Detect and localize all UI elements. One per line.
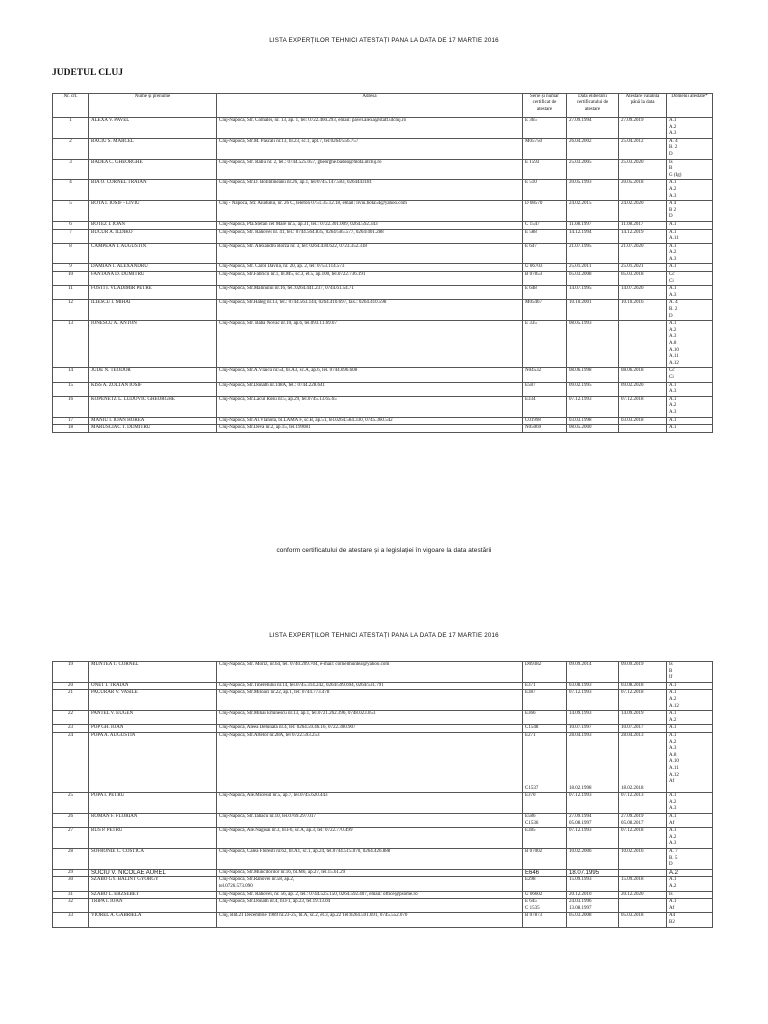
row-address: Cluj-Napoca, Str. Ratiu nr. 2, tel.: 0744.525.057, gheorghe.badea@mota.utcluj.ro — [217, 159, 523, 180]
row-series: C01998 — [523, 417, 567, 425]
table-row — [53, 913, 713, 927]
row-nr: 30 — [53, 877, 89, 891]
row-name: SZABO L. ERZSEBET — [89, 891, 217, 899]
row-valid: 05.03.2018 — [619, 272, 667, 286]
row-address: Cluj-Napoca, Str.Hateg nr.13, tel.: 0744.563.144, 0264.410.697, fax.: 0264.410.598 — [217, 300, 523, 321]
table-row — [53, 425, 713, 433]
row-emitted: 18.07.1995 — [567, 869, 619, 877]
row-nr: 26 — [53, 814, 89, 828]
county-heading: JUDETUL CLUJ — [52, 68, 123, 78]
row-emitted: 27.09.1994 05.08.1997 — [567, 814, 619, 828]
row-nr: 24 — [53, 732, 89, 792]
row-address: Cluj-Napoca, Str. Baba Novac nr.10, ap.6, tel.093.11.69.67 — [217, 321, 523, 368]
row-series: E586 C1536 — [523, 814, 567, 828]
row-domain: A.1 — [667, 264, 713, 272]
row-address: Cluj-Napoca, Calea Floresti nr.62, bl.A1, sc.1, ap.24, tel.0744.515.070, 0264.426.888 — [217, 849, 523, 870]
row-nr: 15 — [53, 382, 89, 396]
row-nr: 4 — [53, 180, 89, 201]
row-series: B 07873 — [523, 913, 567, 927]
row-name: TRIPA I. IOAN — [89, 899, 217, 913]
row-domain: A.1 — [667, 682, 713, 690]
row-series: E 648 — [523, 286, 567, 300]
row-valid: 07.12.2018 — [619, 690, 667, 711]
row-address: Cluj-Napoca, Ale.Nagisai nr.3, bl.F6, sc.A, ap.3, tel: 0722.770.499 — [217, 828, 523, 849]
row-emitted: 15.09.1993 — [567, 877, 619, 891]
row-nr: 17 — [53, 417, 89, 425]
row-emitted: 28.04.1993 18.02.1998 — [567, 732, 619, 792]
row-valid: 25.04.2012 — [619, 138, 667, 159]
row-name: BACIU S. MARCEL — [89, 138, 217, 159]
header-valid: Atestare valabilă până la data — [619, 94, 667, 118]
row-name: ILIESCU I. MIHAI — [89, 300, 217, 321]
row-nr: 19 — [53, 662, 89, 683]
page-title: LISTA EXPERȚILOR TEHNICI ATESTAȚI PANA LA DATA DE 17 MARTIE 2016 — [269, 37, 499, 44]
row-series: N05069 — [523, 425, 567, 433]
table-row — [53, 396, 713, 417]
table-row — [53, 321, 713, 368]
row-valid: 20.12.2020 — [619, 891, 667, 899]
row-nr: 22 — [53, 711, 89, 725]
row-name: KISS A. ZOLTAN IOSIF — [89, 382, 217, 396]
row-address: Cluj-Napoca, Str.Muncitorilor nr.16, bl.M6, ap.27, tel.15.61.29 — [217, 869, 523, 877]
row-domain: A. 4 B. 2 D — [667, 300, 713, 321]
row-valid: 27.09.2019 — [619, 118, 667, 139]
row-nr: 2 — [53, 138, 89, 159]
row-emitted: 07.12.1993 — [567, 793, 619, 814]
row-series: E385 — [523, 828, 567, 849]
row-domain: A.1 A.2 A.3 — [667, 396, 713, 417]
table-row — [53, 229, 713, 243]
row-address: Cluj-Napoca, Str.Mihai Eminescu nr.13, ap.1, tel.0721.262.396, 0748.023.053 — [217, 711, 523, 725]
row-domain: A.1 A.2 A.3 — [667, 828, 713, 849]
row-address: Cluj-Napoca, Ale.Micesul nr.5, ap.7, tel.0745.620.443 — [217, 793, 523, 814]
header-nr: Nr. crt. — [53, 94, 89, 118]
table-row — [53, 272, 713, 286]
row-domain: A.1 A.2 A.12 — [667, 690, 713, 711]
row-domain: A.1 — [667, 221, 713, 229]
row-emitted: 09.09.2014 — [567, 662, 619, 683]
row-valid: 07.12.2013 — [619, 793, 667, 814]
row-name: ROMAN F. FLORIAN — [89, 814, 217, 828]
row-name: ALEXA V. PAVEL — [89, 118, 217, 139]
table-header-row — [53, 94, 713, 118]
row-series: E 588 — [523, 229, 567, 243]
row-name: BUCUR A. ILDIKO — [89, 229, 217, 243]
row-valid: 05.03.2018 — [619, 913, 667, 927]
row-series: E 335 — [523, 321, 567, 368]
row-emitted: 20.12.2010 — [567, 891, 619, 899]
table-row — [53, 877, 713, 891]
row-series: D 08570 — [523, 201, 567, 222]
row-address: Cluj-Napoca, Str.Tabacu nr.10, tel.0769.297.017 — [217, 814, 523, 828]
row-name: SZABO GY. BALINT GYORGY — [89, 877, 217, 891]
row-series: E 1593 — [523, 159, 567, 180]
table-row — [53, 849, 713, 870]
row-valid: 03.08.2018 — [619, 682, 667, 690]
row-address: Cluj-Napoca, Str.Tineretului nr.14, tel.0745.314.242, 0264/599.694, 0264/531.791 — [217, 682, 523, 690]
row-name: BOTA I. IOSIF - LIVIU — [89, 201, 217, 222]
row-emitted: 09.02.1995 — [567, 382, 619, 396]
table-row — [53, 382, 713, 396]
row-domain: A 4 B 2 D — [667, 201, 713, 222]
row-nr: 13 — [53, 321, 89, 368]
row-emitted: 27.09.1994 — [567, 118, 619, 139]
row-name: MARUSCIAC T. DUMITRU — [89, 425, 217, 433]
row-series: M05467 — [523, 300, 567, 321]
row-series: E370 — [523, 793, 567, 814]
row-emitted: 05.03.2008 — [567, 913, 619, 927]
page-title-2: LISTA EXPERȚILOR TEHNICI ATESTAȚI PANA LA DATA DE 17 MARTIE 2016 — [269, 632, 499, 639]
row-emitted: 20.05.1993 — [567, 180, 619, 201]
row-nr: 1 — [53, 118, 89, 139]
row-nr: 16 — [53, 396, 89, 417]
row-nr: 10 — [53, 272, 89, 286]
table-row — [53, 264, 713, 272]
row-valid: 20.05.2018 — [619, 180, 667, 201]
row-address: Cluj-Napoca, Str.Fabricii nr.1, bl.M5, sc.3, et.5, ap.100, tel.0722.736.191 — [217, 272, 523, 286]
row-emitted: 07.12.1993 — [567, 828, 619, 849]
row-address: Cluj-Napoca, Str.Malinului nr.16, tel.:0264.441.237, 0744.61.54.71 — [217, 286, 523, 300]
header-domain: Domenii atestate* — [667, 94, 713, 118]
row-name: CAMPEAN I. AUGUSTIN — [89, 243, 217, 264]
row-nr: 23 — [53, 725, 89, 733]
header-address: Adresa — [217, 94, 523, 118]
table-row — [53, 243, 713, 264]
row-domain: Is B If — [667, 662, 713, 683]
row-address: Cluj-Napoca, Str. Comatei, nr. 13, ap. 1, tel: 0722.460.293, email: pavel.alexa@staff.utcluj.ro — [217, 118, 523, 139]
row-valid — [619, 425, 667, 433]
row-valid: 14.07.2020 — [619, 286, 667, 300]
experts-table-2 — [52, 661, 713, 928]
row-emitted: 10.07.1997 — [567, 725, 619, 733]
row-valid: 15.09.2018 — [619, 877, 667, 891]
row-series: C 1547 — [523, 221, 567, 229]
row-nr: 32 — [53, 899, 89, 913]
header-emitted: Data eliberării certificatului de atestare — [567, 94, 619, 118]
row-nr: 20 — [53, 682, 89, 690]
row-valid: 27.09.2019 05.08.2017 — [619, 814, 667, 828]
row-name: KOPENETZ L. LUDOVIC GHEORGHE — [89, 396, 217, 417]
table-row — [53, 662, 713, 683]
row-series: E587 — [523, 382, 567, 396]
row-name: VIOREL A. GABRIELA — [89, 913, 217, 927]
row-name: RUS P. PETRU — [89, 828, 217, 849]
row-nr: 21 — [53, 690, 89, 711]
row-address: Cluj-Napoca, Str. Rahovei, nr. 56, ap. 2, tel.: 0744.525.150, 0264.592.407, email: office@psome.ro — [217, 891, 523, 899]
row-address: Cluj-Napoca, Aleea Detunata nr.4, tel: 0264.59.46.16, 0722.300.907 — [217, 725, 523, 733]
row-name: PACURAR V. VASILE — [89, 690, 217, 711]
row-address: Cluj-Napoca, Str.D. Bolintineanu nr.26, ap.1, tel/0745.147.583, 0264443181 — [217, 180, 523, 201]
row-series: B 07002 — [523, 849, 567, 870]
row-series: E298 — [523, 877, 567, 891]
row-address: Cluj-Napoca, Pta.Stefan cel Mare nr.5, ap.31, tel.: 0722.301.009, 0264.592.343 — [217, 221, 523, 229]
row-domain: A.2 — [667, 869, 713, 877]
row-nr: 9 — [53, 264, 89, 272]
row-nr: 3 — [53, 159, 89, 180]
row-emitted: 08.05.1993 — [567, 321, 619, 368]
row-valid: 21.07.2020 — [619, 243, 667, 264]
row-domain: A.1 — [667, 425, 713, 433]
row-domain: A.1 A.2 A.3 — [667, 118, 713, 139]
row-valid: 07.12.2018 — [619, 396, 667, 417]
row-series: E 647 — [523, 243, 567, 264]
table-row — [53, 690, 713, 711]
row-emitted: 03.03.1998 — [567, 417, 619, 425]
header-series: Serie și număr certificat de atestare — [523, 94, 567, 118]
row-series: D09382 — [523, 662, 567, 683]
row-domain: A.1 Af — [667, 899, 713, 913]
row-name: PANTEL V. EUGEN — [89, 711, 217, 725]
row-valid — [619, 869, 667, 877]
row-emitted: 08.05.2000 — [567, 425, 619, 433]
row-domain: A.1 A.3 — [667, 286, 713, 300]
table-row — [53, 891, 713, 899]
table-row — [53, 159, 713, 180]
row-domain: A.1 A.2 A.3 — [667, 793, 713, 814]
row-emitted: 05.03.2008 — [567, 272, 619, 286]
row-address: Cluj-Napoca, Str.A.Vlaicu nr.54, bl.A3, sc.A, ap.6, tel. 0744.696.608 — [217, 368, 523, 382]
row-emitted: 10.02.2006 — [567, 849, 619, 870]
row-address: Cluj-Napoca, Str. Rahovei nr. 41, tel.: 0744.564.835, 0264/585.577, 0264/401.288 — [217, 229, 523, 243]
row-name: POPA A. AUGUSTIN — [89, 732, 217, 792]
row-series: E646 — [523, 869, 567, 877]
table-row — [53, 869, 713, 877]
table-row — [53, 138, 713, 159]
row-name: IONESCU A. ANTON — [89, 321, 217, 368]
row-name: MUNTEA T. CORNEL — [89, 662, 217, 683]
row-domain: A.1 Af — [667, 814, 713, 828]
row-emitted: 14.09.1993 — [567, 711, 619, 725]
row-series: N04532 — [523, 368, 567, 382]
table-row — [53, 828, 713, 849]
row-nr: 12 — [53, 300, 89, 321]
table-row — [53, 814, 713, 828]
row-emitted: 21.07.1995 — [567, 243, 619, 264]
row-nr: 33 — [53, 913, 89, 927]
row-domain: A.1 — [667, 725, 713, 733]
table-row — [53, 417, 713, 425]
row-emitted: 25.01.2011 — [567, 264, 619, 272]
row-series: C1548 — [523, 725, 567, 733]
row-address: Cluj-Napoca, Str.M. Pascali nr.13, bl.23, sc.1, apt.7, tel:0264/556.757 — [217, 138, 523, 159]
row-address: Cluj-Napoca, Str.Donath nr.148A, tel.: 0744.228.641 — [217, 382, 523, 396]
row-name: SOFRONIE C. COSTICA — [89, 849, 217, 870]
row-valid: 25.01.2021 — [619, 264, 667, 272]
row-domain: A. 7 B. 5 D — [667, 849, 713, 870]
row-emitted: 24.02.2015 — [567, 201, 619, 222]
row-name: ONET I. TRAIAN — [89, 682, 217, 690]
row-domain: A.1 A.2 A.3 A.8 A.10 A.11 A.12 Af — [667, 732, 713, 792]
table-row — [53, 793, 713, 814]
row-series: E271 C1537 — [523, 732, 567, 792]
row-name: MANIU I. IOAN HOREA — [89, 417, 217, 425]
legal-note: conform certificatului de atestare și a legislației în vigoare la data atestării — [276, 547, 492, 554]
row-emitted: 03.08.1993 — [567, 682, 619, 690]
row-emitted: 26.04.2002 — [567, 138, 619, 159]
row-domain: A4 B2 — [667, 913, 713, 927]
table-row — [53, 682, 713, 690]
row-emitted: 10.10.2001 — [567, 300, 619, 321]
row-valid — [619, 321, 667, 368]
row-series: E 510 — [523, 180, 567, 201]
row-series: M05750 — [523, 138, 567, 159]
row-name: BOTEZ I. IOAN — [89, 221, 217, 229]
row-name: JUDE N. TEODOR — [89, 368, 217, 382]
row-valid: 07.12.2018 — [619, 828, 667, 849]
row-address: Cluj-Napoca, Str. Carol Davila, nr. 20, ap. 2, tel: 0753.114.573 — [217, 264, 523, 272]
row-series: E371 — [523, 682, 567, 690]
row-address: Cluj - Napoca, Str. Aiudului, nr. 26 C, telefon 0751.35.12.18, email: liviu.bota54@yahoo.com — [217, 201, 523, 222]
row-valid: 25.03.2020 — [619, 159, 667, 180]
row-emitted: 07.12.1993 — [567, 396, 619, 417]
row-domain: A.1 A.2 A.3 — [667, 243, 713, 264]
header-name: Nume și prenume — [89, 94, 217, 118]
row-emitted: 07.12.1993 — [567, 690, 619, 711]
row-valid: 10.02.2016 — [619, 849, 667, 870]
row-series: E334 — [523, 396, 567, 417]
row-address: Cluj-Napoca, Str.Donath nr.4, bl.F1, ap.23, tel.19.13.04 — [217, 899, 523, 913]
row-domain: A. 4 B. 2 D — [667, 138, 713, 159]
row-name: BADEA C. GHEORGHE — [89, 159, 217, 180]
row-emitted: 24.03.1996 13.08.1997 — [567, 899, 619, 913]
row-address: Cluj-Napoca, Str.Al.Vlahuta, bl.LAMA F, sc.B, ap.51, tel.0264.584.330, 0745.360.542 — [217, 417, 523, 425]
row-nr: 28 — [53, 849, 89, 870]
row-domain: A.1 A.2 A.3 — [667, 180, 713, 201]
row-nr: 5 — [53, 201, 89, 222]
table-row — [53, 725, 713, 733]
row-emitted: 25.03.2005 — [567, 159, 619, 180]
row-valid: 28.04.2013 18.02.2018 — [619, 732, 667, 792]
row-domain: A.1 A.2 — [667, 877, 713, 891]
row-nr: 29 — [53, 869, 89, 877]
row-series: E387 — [523, 690, 567, 711]
row-valid: 14.12.2019 — [619, 229, 667, 243]
table-row — [53, 300, 713, 321]
row-address: Cluj-Napoca, Str. Moriz, nr.64, tel. 0740.209.704, e-mail: cornelmuntea@yahoo.com — [217, 662, 523, 683]
row-name: FANTANA D. DUMITRU — [89, 272, 217, 286]
row-name: DAMIAN I. ALEXANDRU — [89, 264, 217, 272]
table-row — [53, 118, 713, 139]
row-domain: A.1 A.2 — [667, 711, 713, 725]
row-series: U 06703 — [523, 264, 567, 272]
row-domain: A.1 A.3 — [667, 382, 713, 396]
row-nr: 7 — [53, 229, 89, 243]
row-series: E 365 — [523, 118, 567, 139]
table-row — [53, 711, 713, 725]
row-nr: 6 — [53, 221, 89, 229]
row-address: Cluj-Napoca, Str.Rahovei nr.58, ap.2, tel.0726.573.090 — [217, 877, 523, 891]
row-name: FOSTI I. VLADIMIR PETRE — [89, 286, 217, 300]
table-row — [53, 732, 713, 792]
row-series: E 645 C 1535 — [523, 899, 567, 913]
row-nr: 31 — [53, 891, 89, 899]
row-nr: 8 — [53, 243, 89, 264]
row-series: B 07853 — [523, 272, 567, 286]
row-valid: 11.08.2017 — [619, 221, 667, 229]
row-domain: A.1 A.11 — [667, 229, 713, 243]
row-valid: 08.06.2018 — [619, 368, 667, 382]
row-address: Cluj-Napoca, Str.Artelor nr.28A, tel 0722.593.253 — [217, 732, 523, 792]
row-name: SUCIU V. NICOLAE AUREL — [89, 869, 217, 877]
row-domain: Cc Ci — [667, 272, 713, 286]
table-row — [53, 368, 713, 382]
table-row — [53, 221, 713, 229]
row-domain: Is B G (Ig) — [667, 159, 713, 180]
row-nr: 18 — [53, 425, 89, 433]
row-nr: 14 — [53, 368, 89, 382]
row-address: Cluj, Bld.21 Decembrie 1989 nr.23-25, bl.A, sc.2, et.3, ap.22 Tel:0264.591.691, 0745.552.070 — [217, 913, 523, 927]
experts-table-1 — [52, 93, 713, 433]
row-valid: 03.03.2018 — [619, 417, 667, 425]
row-valid — [619, 899, 667, 913]
row-valid: 10.07.2017 — [619, 725, 667, 733]
row-nr: 11 — [53, 286, 89, 300]
row-domain: A.1 — [667, 417, 713, 425]
row-series: E366 — [523, 711, 567, 725]
row-nr: 25 — [53, 793, 89, 814]
row-valid: 09.09.2019 — [619, 662, 667, 683]
row-valid: 09.02.2020 — [619, 382, 667, 396]
row-name: BIA O. CORNEL TRAIAN — [89, 180, 217, 201]
row-name: POP GH. IOAN — [89, 725, 217, 733]
table-row — [53, 286, 713, 300]
row-valid: 14.09.2019 — [619, 711, 667, 725]
row-series: U 06602 — [523, 891, 567, 899]
table-row — [53, 180, 713, 201]
row-domain: Is — [667, 891, 713, 899]
row-emitted: 14.07.1995 — [567, 286, 619, 300]
row-valid: 24.02.2020 — [619, 201, 667, 222]
row-address: Cluj-Napoca, Str.Deva nr.2, ap.15, tel.199081 — [217, 425, 523, 433]
row-name: POPA I. PETRU — [89, 793, 217, 814]
row-domain: Cc Ci — [667, 368, 713, 382]
row-address: Cluj-Napoca, Str.Lacul Rosu nr.5, ap.29, tel.0745.13.65.65 — [217, 396, 523, 417]
row-emitted: 14.12.1994 — [567, 229, 619, 243]
row-emitted: 11.08.1997 — [567, 221, 619, 229]
table-row — [53, 899, 713, 913]
row-nr: 27 — [53, 828, 89, 849]
row-address: Cluj-Napoca, Str. Alexandru Borza nr. 3, tel: 0264.430.622, 0723.352.318 — [217, 243, 523, 264]
row-domain: A.1 A.2 A.3 A.8 A.10 A.11 A.12 — [667, 321, 713, 368]
row-valid: 10.10.2016 — [619, 300, 667, 321]
row-emitted: 08.06.1998 — [567, 368, 619, 382]
table-row — [53, 201, 713, 222]
row-address: Cluj-Napoca, Str.Miloaci nr.22, ap.1, tel: 0744.773.478 — [217, 690, 523, 711]
